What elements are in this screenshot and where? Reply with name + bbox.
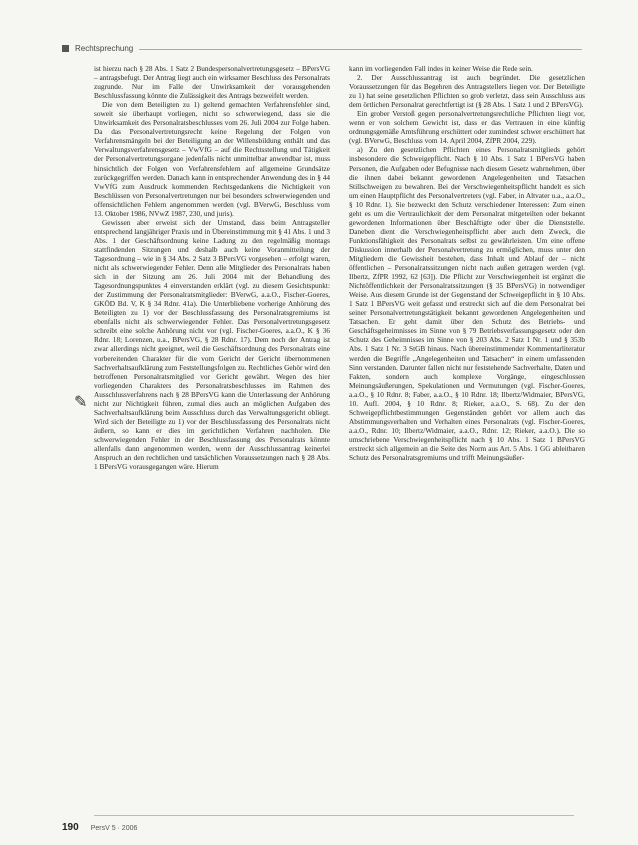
journal-issue: PersV 5 · 2006	[90, 825, 138, 832]
paragraph: a) Zu den gesetzlichen Pflichten eines Personalratsmitglieds gehört insbesondere die Schweigepflicht. Nach § 10 Abs. 1 Satz 1 BPersVG haben Personen, die Aufgaben oder Befugnisse nach diesem Gesetz wahrnehmen, über die ihnen dabei bekannt gewordenen Angelegenheiten und Tatsachen Stillschweigen zu bewahren. Bei der Verschwiegenheitspflicht handelt es sich um einen Hauptpflicht des Personalvertreters (vgl. Faber, in Altvater u.a., a.a.O., § 10 Rdnr. 1). Sie bezweckt den Schutz verschiedener Interessen: Zum einen geht es um die Vertraulichkeit der dem Personalrat mitgeteilten oder bekannt gewordenen Informationen über Beschäftigte oder über die Dienststelle. Daneben dient die Verschwiegenheitspflicht aber auch dem Zweck, die Funktionsfähigkeit des Personalrats selbst zu gewährleisten. Um eine offene Diskussion innerhalb der Personalvertretung zu ermöglichen, muss unter den Mitgliedern die Gewissheit bestehen, dass Inhalt und Ablauf der – nicht öffentlichen – Personalratssitzungen nicht nach außen getragen werden (vgl. Ilbertz, ZfPR 1992, 62 [63]). Die Pflicht zur Verschwiegenheit ist ergänzt die Nichtöffentlichkeit der Personalratssitzungen (§ 35 BPersVG) in notwendiger Weise. Aus diesem Grunde ist der Gegenstand der Schweigepflicht in § 10 Abs. 1 Satz 1 BPersVG weit gefasst und erstreckt sich auf die dem Personalrat bei seiner Personalvertretungstätigkeit bekannt gewordenen Angelegenheiten und Tatsachen. Er geht damit über den Schutz des Betriebs- und Geschäftsgeheimnisses im Sinne von § 79 Betriebsverfassungsgesetz oder den Schutz des Geheimnisses im Sinne von § 203 Abs. 2 Satz 1 Nr. 1 und § 353b Abs. 1 Satz 1 Nr. 3 StGB hinaus. Nach übereinstimmender Kommentarliteratur werden die Begriffe „Angelegenheiten und Tatsachen“ in einem umfassenden Sinn verstanden. Darunter fallen nicht nur feststehende Sachverhalte, Daten und Fakten, sondern auch komplexe Vorgänge, eingeschlossen Meinungsäußerungen, Spekulationen und Vermutungen (vgl. Fischer-Goeres, a.a.O., § 10 Rdnr. 8; Faber, a.a.O., § 10 Rdnr. 18; Ilbertz/Widmaier, BPersVG, 10. Aufl. 2004, § 10 Rdnr. 8; Rieker, a.a.O., S. 68). Zu der den Schweigepflichtbestimmungen Gegenständen gehört vor allem auch das Abstimmungsverhalten und Verhalten eines Personalrats (vgl. Fischer-Goeres, a.a.O., Rdnr. 10; Ilbertz/Widmaier, a.a.O., Rdnr. 12; Rieker, a.a.O.). Die so umschriebene Verschwiegenheitspflicht nach § 10 Abs. 1 Satz 1 BPersVG erstreckt sich allgemein an die Seite des Norm aus Art. 5 Abs. 1 GG ableitbaren Schutz des Personalratsgremiums und trifft Meinungsäußer-	[349, 145, 585, 463]
section-title: Rechtsprechung	[75, 44, 134, 53]
paragraph: kann im vorliegenden Fall indes in keiner Weise die Rede sein.	[349, 64, 533, 73]
header-rule	[139, 49, 582, 50]
page-number: 190	[62, 822, 79, 833]
paragraph: 2. Der Ausschlussantrag ist auch begründet. Die gesetzlichen Voraussetzungen für das Begehren des Antragstellers liegen vor. Der Beteiligte zu 1) hat seine gesetzlichen Pflichten so grob verletzt, dass sein Ausschluss aus dem örtlichen Personalrat gerechtfertigt ist (§ 28 Abs. 1 Satz 1 und 2 BPersVG).	[349, 73, 585, 110]
paragraph: Ein grober Verstoß gegen personalvertretungsrechtliche Pflichten liegt vor, wenn er von solchem Gewicht ist, dass er das Vertrauen in eine künftig ordnungsgemäße Amtsführung erschüttert oder zumindest schwer erschüttert hat (vgl. BVerwG, Beschluss vom 14. April 2004, ZfPR 2004, 229).	[349, 109, 585, 146]
footer-rule	[94, 815, 574, 816]
left-column	[94, 64, 330, 816]
paragraph: ist hierzu nach § 28 Abs. 1 Satz 2 Bundespersonalvertretungsgesetz – BPersVG – antragsbefugt. Der Antrag liegt auch ein wirksamer Beschluss des Personalrats zugrunde. Nur im Falle der Unwirksamkeit der vorausgehenden Beschlussfassung könnte die Zulässigkeit des Antrags bezweifelt werden.	[94, 64, 330, 101]
paragraph: Gewissen aber erweist sich der Umstand, dass beim Antragsteller entsprechend langjähriger Praxis und in Übereinstimmung mit § 41 Abs. 1 und 3 Abs. 1 der Geschäftsordnung keine Ladung zu den regelmäßig montags stattfindenden Sitzungen und deshalb auch keine Voranmitteilung der Tagesordnung – wie in § 34 Abs. 2 Satz 3 BPersVG vorgesehen – erfolgt waren, nicht als schwerwiegender Fehler. Denn alle Mitglieder des Personalrats haben sich in der Sitzung am 26. Juli 2004 mit der Behandlung des Tagesordnungspunktes 4 einverstanden erklärt (vgl. zu diesem Gesichtspunkt: der Zustimmung der Personalratsmitglieder: BVerwG, a.a.O., Fischer-Goeres, GKÖD Bd. V, K § 34 Rdnr. 41a). Die Unterbliebene vorherige Anhörung des Beteiligten zu 1) vor der Beschlussfassung des Personalratsgremiums ist ebenfalls nicht als schwerwiegender Fehler. Das Personalvertretungsgesetz schreibt eine solche Anhörung nicht vor (vgl. Fischer-Goeres, a.a.O., K § 36 Rdnr. 18; Lorenzen, u.a., BPersVG, § 28 Rdnr. 17). Dem noch der Antrag ist zwar allerdings nicht geeignet, weil die Geschäftsordnung des Personalrats eine vorbereitenden Charakter für die vom Gericht der Gericht übernommenen Sachverhaltsaufklärung zum Feststellungsfolgen zu. Rechtliches Gehör wird den betroffenen Personalratsmitglied vor Gericht gewährt. Wegen des hier vorliegenden Charakters des Personalratsbeschlusses im Rahmen des Ausschlussverfahrens nach § 28 BPersVG kann die Unterlassung der Anhörung nicht zur Nichtigkeit führen, zumal dies auch an möglichen Aufgaben des Sachverhaltsaufklärung beim Ausschluss durch das Verwaltungsgericht obliegt. Wird sich der Beteiligte zu 1) vor der Beschlussfassung des Personalrats nicht äußern, so kann er dies im gerichtlichen Verfahren nachholen. Die schwerwiegenden Fehler in der Beschlussfassung des Personalrats könnte allenfalls dann angenommen werden, wenn der Ausschlussantrag keinerlei Anspruch an den rechtlichen und tatsächlichen Voraussetzungen nach § 28 Abs. 1 BPersVG vorausgegangen wäre. Hierum	[94, 217, 330, 472]
handwritten-margin-mark-icon: ✎	[74, 392, 88, 411]
page-footer	[62, 822, 137, 833]
right-column	[349, 64, 585, 816]
paragraph: Die von dem Beteiligten zu 1) geltend gemachten Verfahrensfehler sind, soweit sie überhaupt vorliegen, nicht so schwerwiegend, dass sie die Unwirksamkeit des Personalratsbeschlusses vom 26. Juli 2004 zur Folge haben. Da das Personalvertretungsrecht keine Regelung der Folgen von Verfahrensmängeln bei der Beteiligung an der Willensbildung enthält und das Verwaltungsverfahrensgesetz – VwVfG – auf die Rechtsstellung und Tätigkeit der Personalvertretungsorgane jedenfalls nicht unmittelbar anwendbar ist, muss hinsichtlich der Folgen von Verfahrensfehlern auf allgemeine Grundsätze zurückgegriffen werden. Danach kann in entsprechender Anwendung des in § 44 VwVfG zum Ausdruck kommenden Rechtsgedankens die Nichtigkeit von Beschlüssen von Personalvertretungen nur bei besonders schwerwiegenden und offensichtlichen Fehlern angenommen werden (vgl. BVerwG, Beschluss vom 13. Oktober 1986, NVwZ 1987, 230, und juris).	[94, 100, 330, 218]
section-marker-icon	[62, 45, 69, 52]
running-header	[62, 44, 582, 53]
